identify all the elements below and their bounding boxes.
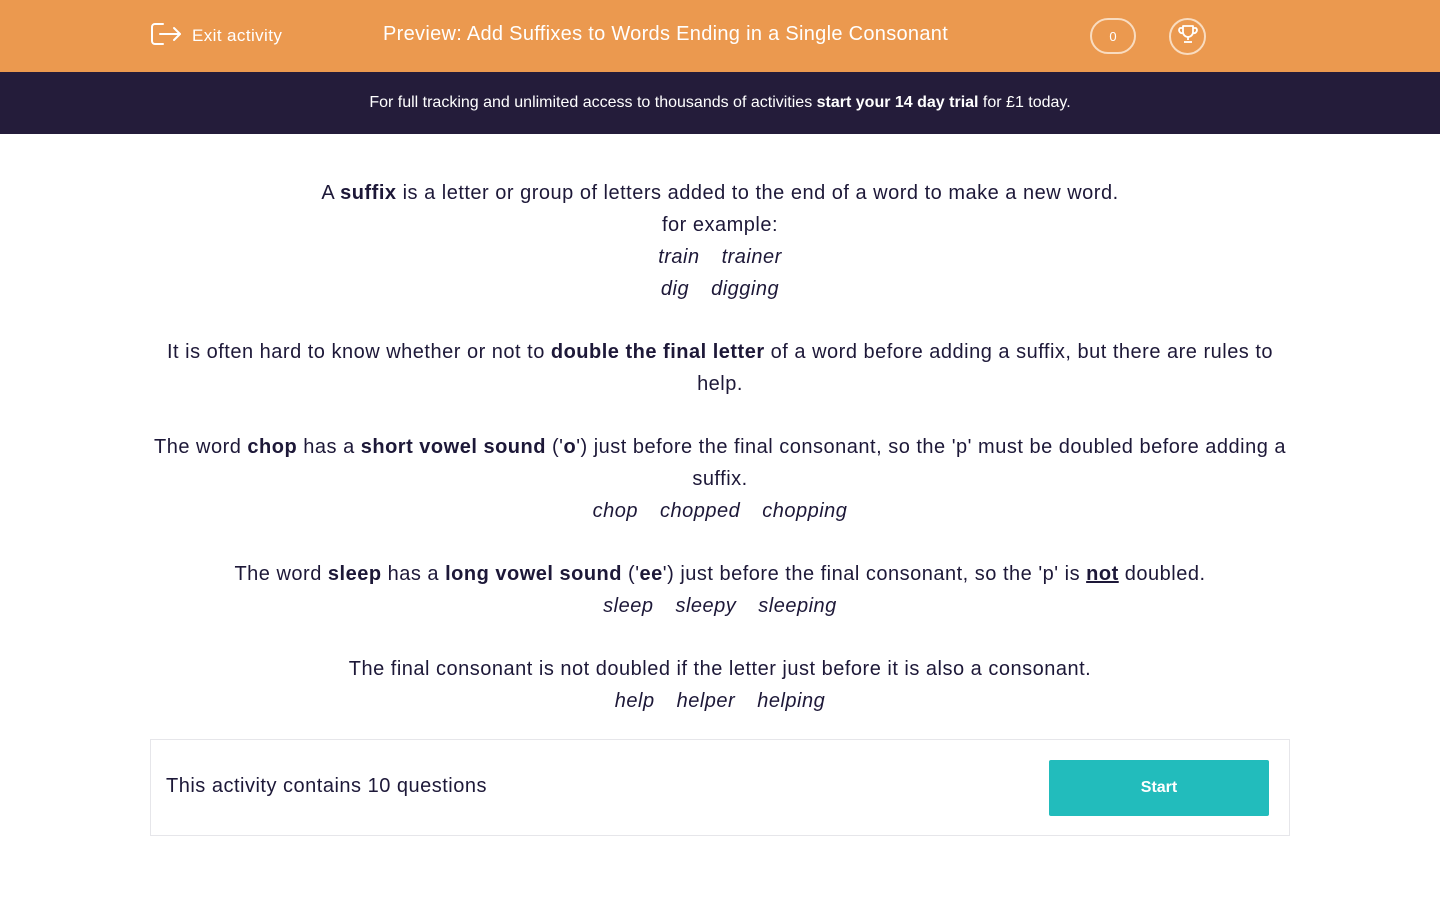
example-word: chopping [762,500,848,522]
rule-consonant: The final consonant is not doubled if the letter just before it is also a consonant. [348,658,1092,680]
example-row [150,495,1290,527]
exit-activity-button[interactable] [149,20,282,52]
example-label: for example: [661,214,779,236]
example-row [150,590,1290,622]
example-word: sleep [603,595,654,617]
example-row [150,273,1290,305]
text: ') just before the final consonant, so the 'p' is [662,563,1087,585]
text: has a [381,563,446,585]
intro-paragraph [150,177,1290,209]
example-row [150,685,1290,717]
term: ee [639,563,663,585]
start-button[interactable]: Start [1049,760,1269,816]
example-word: sleepy [675,595,737,617]
example-row [150,241,1290,273]
term: sleep [327,563,382,585]
exit-icon [149,19,183,54]
text: ') just before the final consonant, so the 'p' must be doubled before adding a suffix. [576,436,1286,490]
text: of a word before adding a suffix, but there are rules to help. [697,341,1274,395]
score-badge: 0 [1090,18,1136,54]
example-word: train [658,246,700,268]
example-word: dig [660,278,690,300]
example-word: digging [711,278,780,300]
example-word: chopped [659,500,741,522]
text: It is often hard to know whether or not to [166,341,551,363]
example-word: helping [757,690,826,712]
text: doubled. [1118,563,1206,585]
lesson-content [150,177,1290,717]
term: chop [247,436,298,458]
trial-link[interactable]: start your 14 day trial [816,94,979,111]
text: (' [545,436,564,458]
example-word: help [614,690,655,712]
text: has a [297,436,361,458]
trial-text-after: for £1 today. [978,94,1071,111]
question-count: This activity contains 10 questions [166,775,487,797]
example-word: helper [676,690,736,712]
term: long vowel sound [445,563,622,585]
text: is a letter or group of letters added to the end of a word to make a new word. [396,182,1119,204]
term-not: not [1086,563,1119,585]
trophy-button[interactable] [1169,18,1206,55]
text: (' [621,563,640,585]
term-suffix: suffix [340,182,397,204]
example-word: trainer [721,246,782,268]
example-word: sleeping [758,595,837,617]
term: o [563,436,577,458]
example-word: chop [592,500,638,522]
rule-long-vowel [150,558,1290,590]
text: The word [153,436,248,458]
trial-text-before: For full tracking and unlimited access to thousands of activities [369,94,817,111]
term: short vowel sound [360,436,546,458]
page-title: Preview: Add Suffixes to Words Ending in a Single Consonant [383,23,949,45]
text: A [321,182,341,204]
rule-double-letter [150,336,1290,400]
trophy-icon [1177,23,1199,50]
rule-short-vowel [150,431,1290,495]
term: double the final letter [550,341,765,363]
trial-banner [0,72,1440,134]
activity-start-panel [150,739,1290,836]
exit-activity-label: Exit activity [192,26,283,45]
top-bar [0,0,1440,72]
text: The word [234,563,328,585]
